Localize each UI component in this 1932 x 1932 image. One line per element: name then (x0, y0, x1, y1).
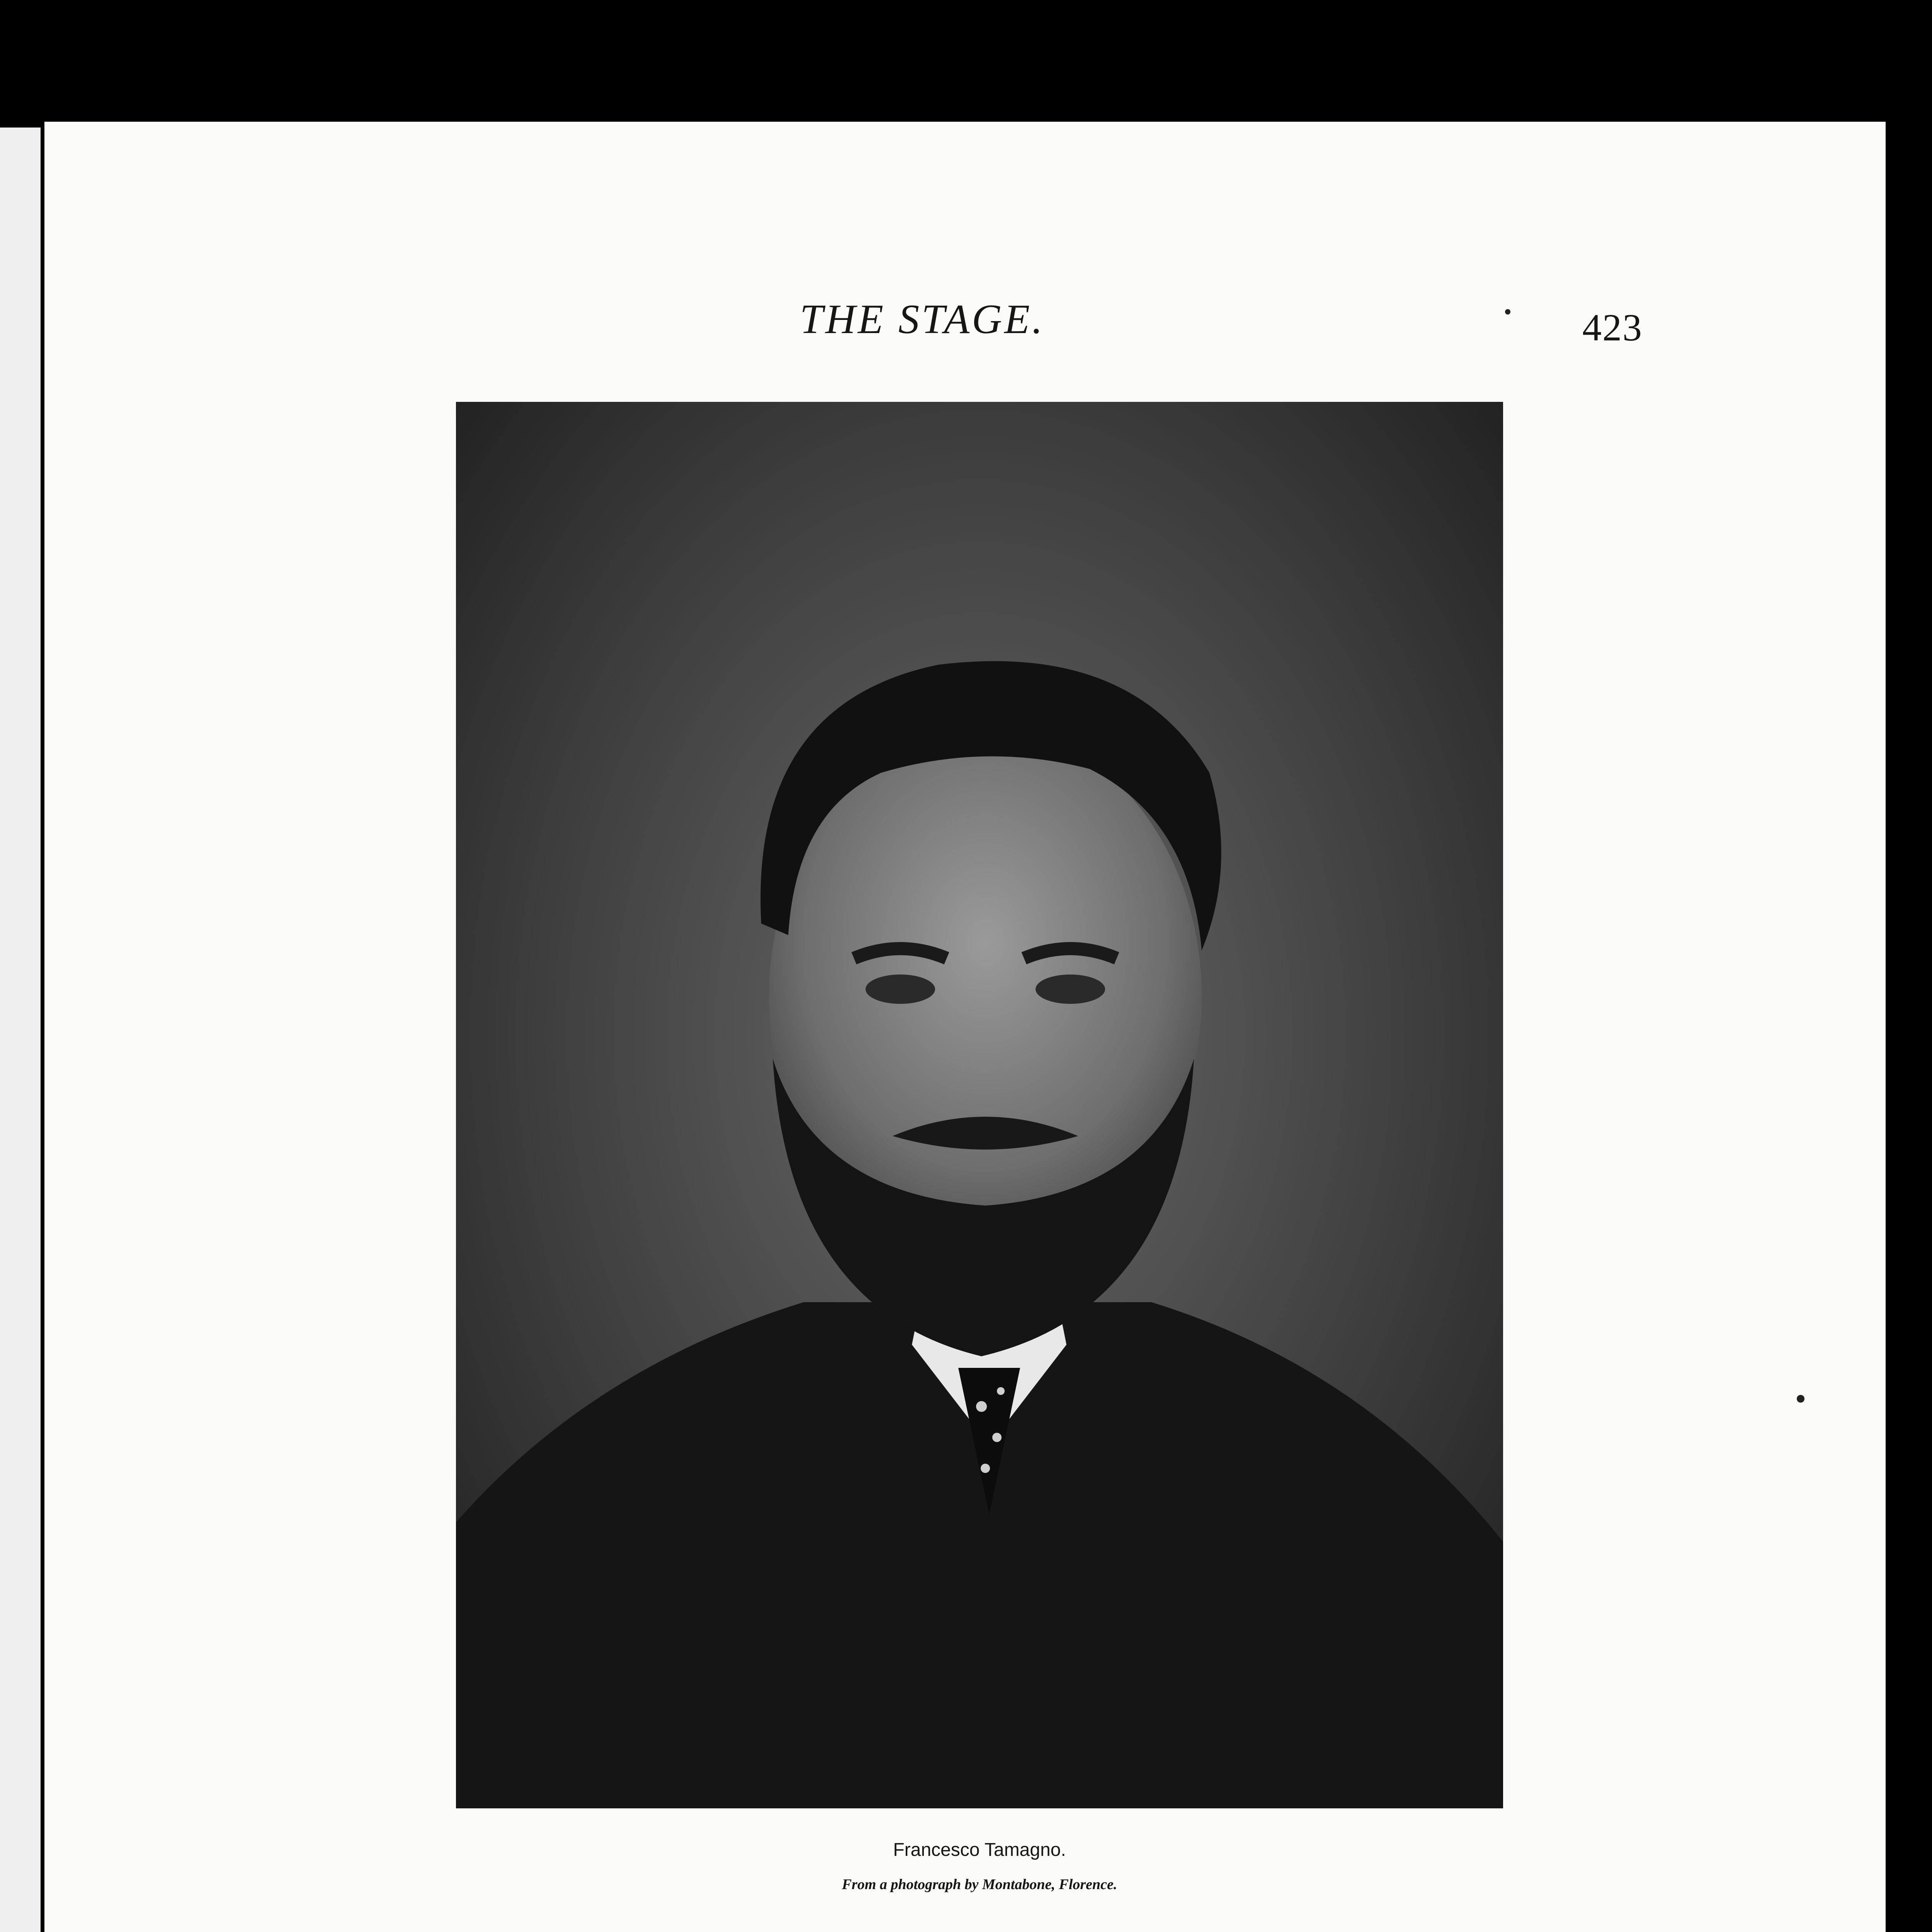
photo-caption: Francesco Tamagno. (893, 1840, 1066, 1860)
page-number: 423 (1582, 306, 1643, 349)
running-head: THE STAGE. (800, 296, 1045, 342)
page-speck (1505, 309, 1510, 315)
photo-credit: From a photograph by Montabone, Florence. (842, 1876, 1117, 1893)
portrait-image (456, 402, 1503, 1808)
page-speck (1797, 1395, 1804, 1403)
facing-page-edge (0, 128, 41, 1932)
portrait-photo (456, 402, 1503, 1808)
